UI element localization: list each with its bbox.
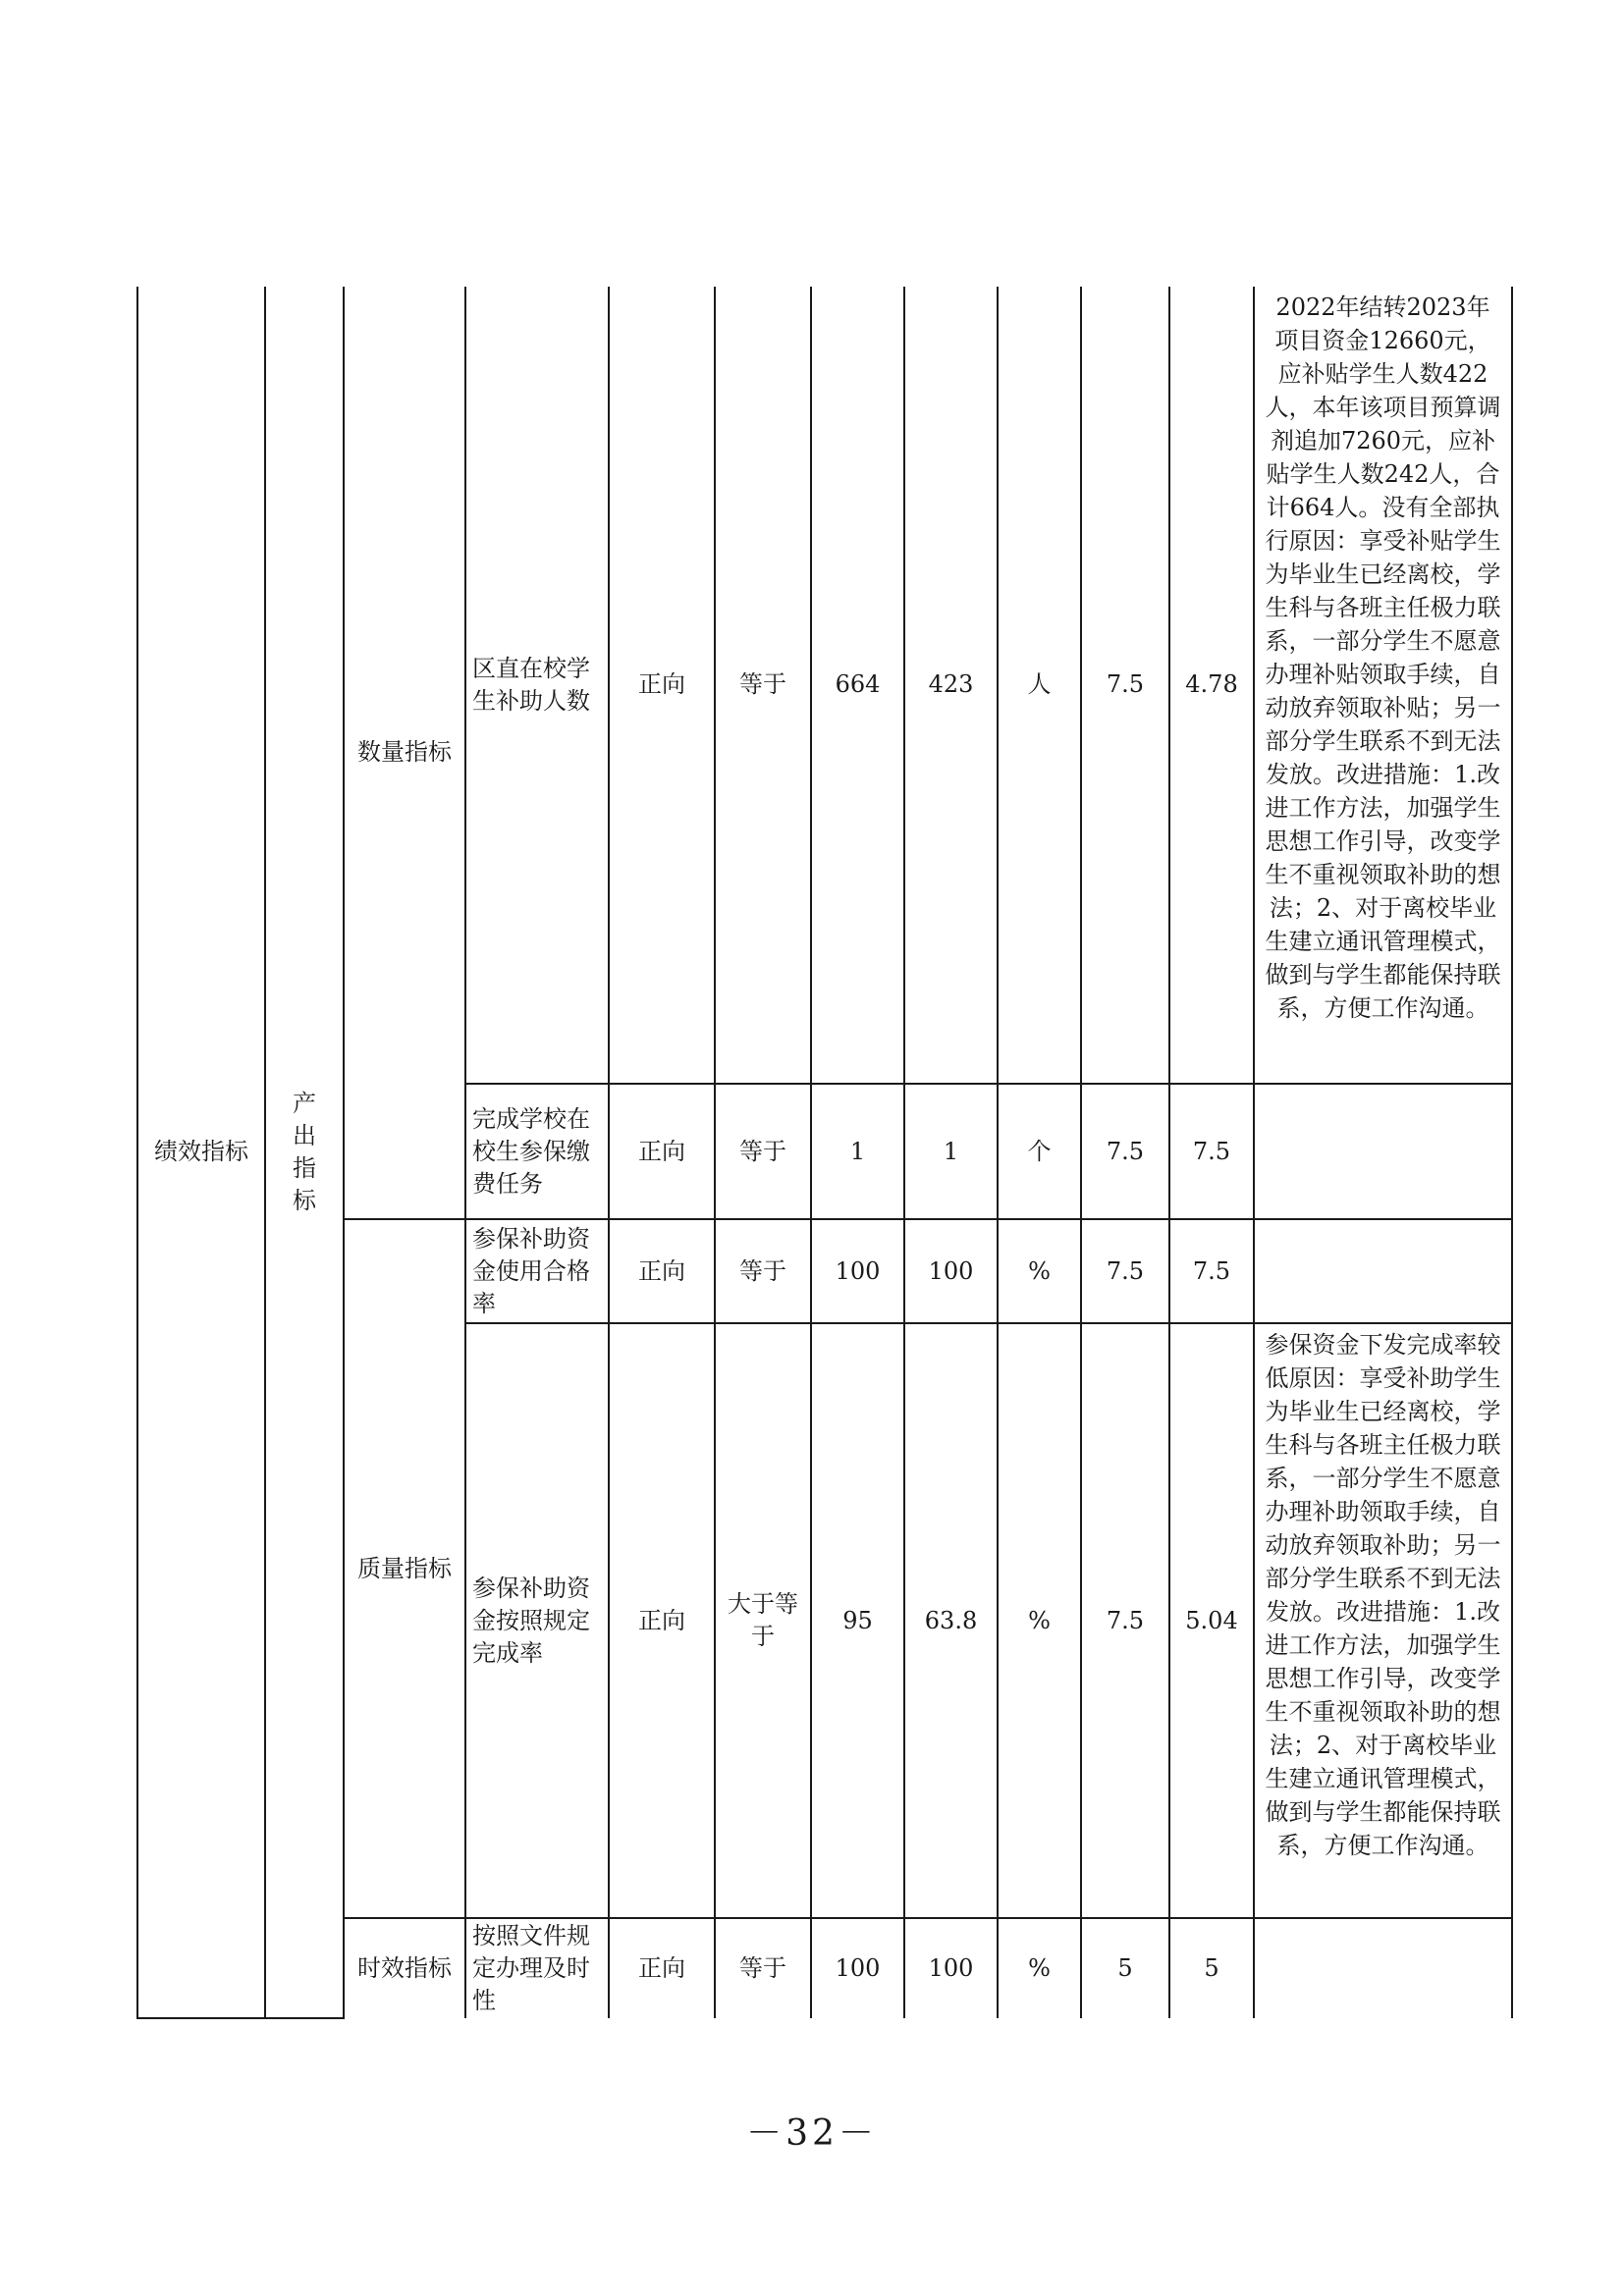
actual-value-cell: 423 xyxy=(904,287,998,1084)
table-row xyxy=(137,1219,1512,1323)
weight-cell: 5 xyxy=(1081,1918,1169,2018)
indicator-name-cell: 完成学校在校生参保缴费任务 xyxy=(465,1084,609,1219)
group-timeliness-cell: 时效指标 xyxy=(344,1918,465,2018)
operator-cell: 等于 xyxy=(715,287,811,1084)
operator-cell: 等于 xyxy=(715,1918,811,2018)
direction-cell: 正向 xyxy=(609,1918,715,2018)
deviation-note-cell xyxy=(1254,1219,1512,1323)
performance-indicator-table xyxy=(136,287,1513,2019)
deviation-note-cell xyxy=(1254,1084,1512,1219)
actual-value-cell: 1 xyxy=(904,1084,998,1219)
actual-value-cell: 100 xyxy=(904,1219,998,1323)
weight-cell: 7.5 xyxy=(1081,1219,1169,1323)
level2-cell: 产出指标 xyxy=(265,287,344,2018)
score-cell: 7.5 xyxy=(1169,1084,1254,1219)
indicator-name-cell: 参保补助资金使用合格率 xyxy=(465,1219,609,1323)
operator-cell: 等于 xyxy=(715,1084,811,1219)
weight-cell: 7.5 xyxy=(1081,1323,1169,1918)
group-quantity-cell: 数量指标 xyxy=(344,287,465,1219)
unit-cell: 人 xyxy=(998,287,1081,1084)
target-value-cell: 100 xyxy=(811,1219,904,1323)
deviation-note-cell: 参保资金下发完成率较低原因：享受补助学生为毕业生已经离校，学生科与各班主任极力联系，一部分学生不愿意办理补助领取手续，自动放弃领取补助；另一部分学生联系不到无法发放。改进措施：1.改进工作方法，加强学生思想工作引导，改变学生不重视领取补助的想法；2、对于离校毕业生建立通讯管理模式，做到与学生都能保持联系，方便工作沟通。 xyxy=(1254,1323,1512,1918)
score-cell: 4.78 xyxy=(1169,287,1254,1084)
target-value-cell: 1 xyxy=(811,1084,904,1219)
deviation-note-cell xyxy=(1254,1918,1512,2018)
score-cell: 5.04 xyxy=(1169,1323,1254,1918)
unit-cell: 个 xyxy=(998,1084,1081,1219)
indicator-name-cell: 参保补助资金按照规定完成率 xyxy=(465,1323,609,1918)
score-cell: 7.5 xyxy=(1169,1219,1254,1323)
direction-cell: 正向 xyxy=(609,1323,715,1918)
direction-cell: 正向 xyxy=(609,1084,715,1219)
level1-cell: 绩效指标 xyxy=(137,287,265,2018)
table-row xyxy=(137,1918,1512,2018)
direction-cell: 正向 xyxy=(609,287,715,1084)
direction-cell: 正向 xyxy=(609,1219,715,1323)
target-value-cell: 100 xyxy=(811,1918,904,2018)
indicator-name-cell: 区直在校学生补助人数 xyxy=(465,287,609,1084)
page-number: －32－ xyxy=(746,2113,878,2154)
operator-cell: 大于等于 xyxy=(715,1323,811,1918)
actual-value-cell: 63.8 xyxy=(904,1323,998,1918)
weight-cell: 7.5 xyxy=(1081,287,1169,1084)
weight-cell: 7.5 xyxy=(1081,1084,1169,1219)
score-cell: 5 xyxy=(1169,1918,1254,2018)
table-row xyxy=(137,287,1512,1084)
target-value-cell: 95 xyxy=(811,1323,904,1918)
indicator-name-cell: 按照文件规定办理及时性 xyxy=(465,1918,609,2018)
unit-cell: % xyxy=(998,1323,1081,1918)
deviation-note-cell: 2022年结转2023年项目资金12660元，应补贴学生人数422人，本年该项目预算调剂追加7260元，应补贴学生人数242人，合计664人。没有全部执行原因：享受补贴学生为毕业生已经离校，学生科与各班主任极力联系，一部分学生不愿意办理补贴领取手续，自动放弃领取补贴；另一部分学生联系不到无法发放。改进措施：1.改进工作方法，加强学生思想工作引导，改变学生不重视领取补助的想法；2、对于离校毕业生建立通讯管理模式，做到与学生都能保持联系，方便工作沟通。 xyxy=(1254,287,1512,1084)
operator-cell: 等于 xyxy=(715,1219,811,1323)
unit-cell: % xyxy=(998,1918,1081,2018)
unit-cell: % xyxy=(998,1219,1081,1323)
actual-value-cell: 100 xyxy=(904,1918,998,2018)
target-value-cell: 664 xyxy=(811,287,904,1084)
performance-table-container xyxy=(136,287,1511,2014)
group-quality-cell: 质量指标 xyxy=(344,1219,465,1918)
